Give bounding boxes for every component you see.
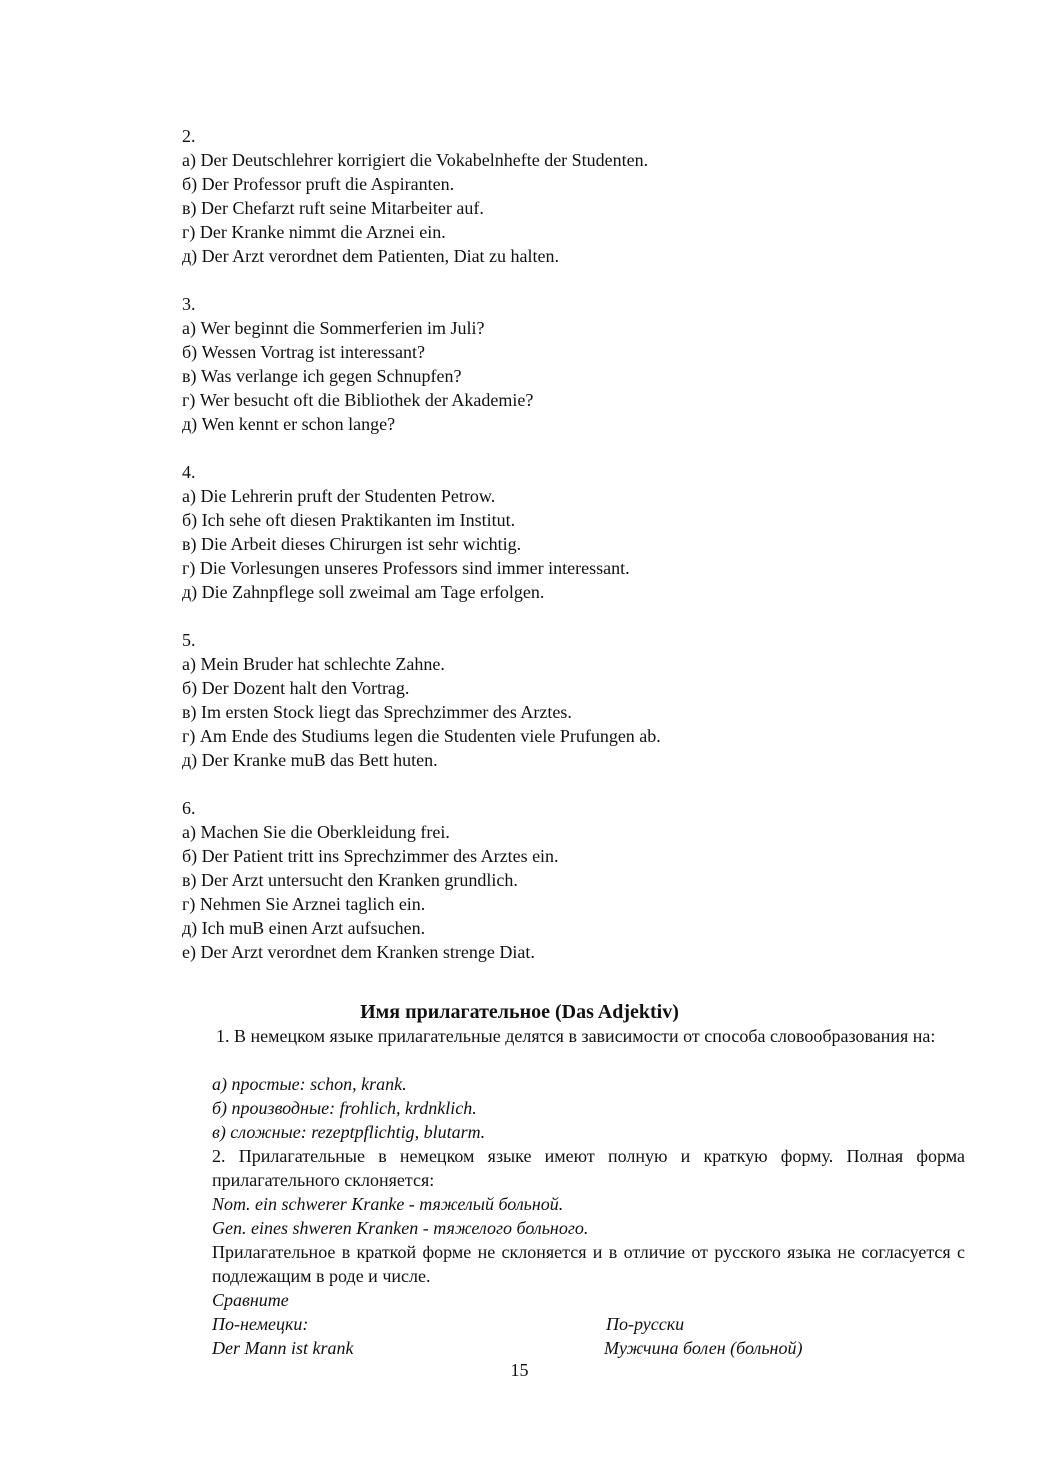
exercise-item: е) Der Arzt verordnet dem Kranken strenge Diat.: [182, 942, 535, 962]
adjective-type-derived: б) производные: frohlich, krdnklich.: [212, 1098, 477, 1118]
exercise-item: а) Der Deutschlehrer korrigiert die Vokabelnhefte der Studenten.: [182, 150, 649, 170]
exercise-item: б) Der Dozent halt den Vortrag.: [182, 678, 410, 698]
compare-example-german: Der Mann ist krank: [212, 1338, 354, 1358]
example-nominative: Nom. ein schwerer Kranke - тяжелый больной.: [212, 1194, 564, 1214]
intro-paragraph: 1. В немецком языке прилагательные делятся в зависимости от способа словообразования на:: [216, 1026, 936, 1046]
exercise-item: д) Die Zahnpflege soll zweimal am Tage erfolgen.: [182, 582, 545, 602]
exercise-group: [182, 628, 982, 772]
exercise-number: 6.: [182, 798, 196, 818]
compare-header-german: По-немецки:: [212, 1314, 309, 1334]
adjective-type-simple: а) простые: schon, krank.: [212, 1074, 407, 1094]
exercise-item: д) Der Kranke muB das Bett huten.: [182, 750, 438, 770]
example-genitive: Gen. eines shweren Kranken - тяжелого больного.: [212, 1218, 589, 1238]
exercise-group: [182, 460, 982, 604]
compare-header-russian: По-русски: [606, 1314, 685, 1334]
exercise-item: д) Wen kennt er schon lange?: [182, 414, 396, 434]
exercise-group: [182, 124, 982, 268]
exercise-list: [182, 124, 982, 988]
adjective-type-compound: в) сложные: rezeptpflichtig, blutarm.: [212, 1122, 486, 1142]
exercise-number: 4.: [182, 462, 196, 482]
short-form-paragraph: Прилагательное в краткой форме не склоняется и в отличие от русского языка не согласуется с подлежащим в роде и числе.: [212, 1242, 965, 1286]
blank-line: [212, 1048, 965, 1072]
exercise-item: г) Die Vorlesungen unseres Professors sind immer interessant.: [182, 558, 630, 578]
compare-example-russian: Мужчина болен (больной): [604, 1338, 803, 1358]
full-form-paragraph: 2. Прилагательные в немецком языке имеют полную и краткую форму. Полная форма прилагательного склоняется:: [212, 1146, 965, 1190]
exercise-group: [182, 796, 982, 964]
exercise-item: а) Wer beginnt die Sommerferien im Juli?: [182, 318, 485, 338]
exercise-item: г) Nehmen Sie Arznei taglich ein.: [182, 894, 426, 914]
page-number: 15: [510, 1360, 529, 1380]
exercise-number: 2.: [182, 126, 196, 146]
exercise-item: б) Wessen Vortrag ist interessant?: [182, 342, 425, 362]
compare-label: Сравните: [212, 1290, 289, 1310]
exercise-number: 3.: [182, 294, 196, 314]
exercise-item: а) Mein Bruder hat schlechte Zahne.: [182, 654, 445, 674]
exercise-item: в) Die Arbeit dieses Chirurgen ist sehr wichtig.: [182, 534, 522, 554]
exercise-item: д) Ich muB einen Arzt aufsuchen.: [182, 918, 426, 938]
exercise-number: 5.: [182, 630, 196, 650]
exercise-item: в) Der Chefarzt ruft seine Mitarbeiter auf.: [182, 198, 484, 218]
exercise-item: д) Der Arzt verordnet dem Patienten, Diat zu halten.: [182, 246, 560, 266]
exercise-item: г) Am Ende des Studiums legen die Studenten viele Prufungen ab.: [182, 726, 661, 746]
exercise-item: г) Wer besucht oft die Bibliothek der Akademie?: [182, 390, 534, 410]
exercise-item: г) Der Kranke nimmt die Arznei ein.: [182, 222, 446, 242]
compare-header-row: [212, 1312, 965, 1336]
theory-section: [212, 1024, 965, 1360]
exercise-item: а) Die Lehrerin pruft der Studenten Petrow.: [182, 486, 496, 506]
exercise-item: б) Der Patient tritt ins Sprechzimmer des Arztes ein.: [182, 846, 559, 866]
exercise-item: в) Was verlange ich gegen Schnupfen?: [182, 366, 462, 386]
exercise-item: а) Machen Sie die Oberkleidung frei.: [182, 822, 450, 842]
exercise-item: б) Der Professor pruft die Aspiranten.: [182, 174, 455, 194]
section-title: Имя прилагательное (Das Adjektiv): [360, 1001, 679, 1023]
exercise-item: б) Ich sehe oft diesen Praktikanten im Institut.: [182, 510, 516, 530]
exercise-item: в) Der Arzt untersucht den Kranken grundlich.: [182, 870, 518, 890]
compare-example-row: [212, 1336, 965, 1360]
exercise-group: [182, 292, 982, 436]
exercise-item: в) Im ersten Stock liegt das Sprechzimmer des Arztes.: [182, 702, 572, 722]
